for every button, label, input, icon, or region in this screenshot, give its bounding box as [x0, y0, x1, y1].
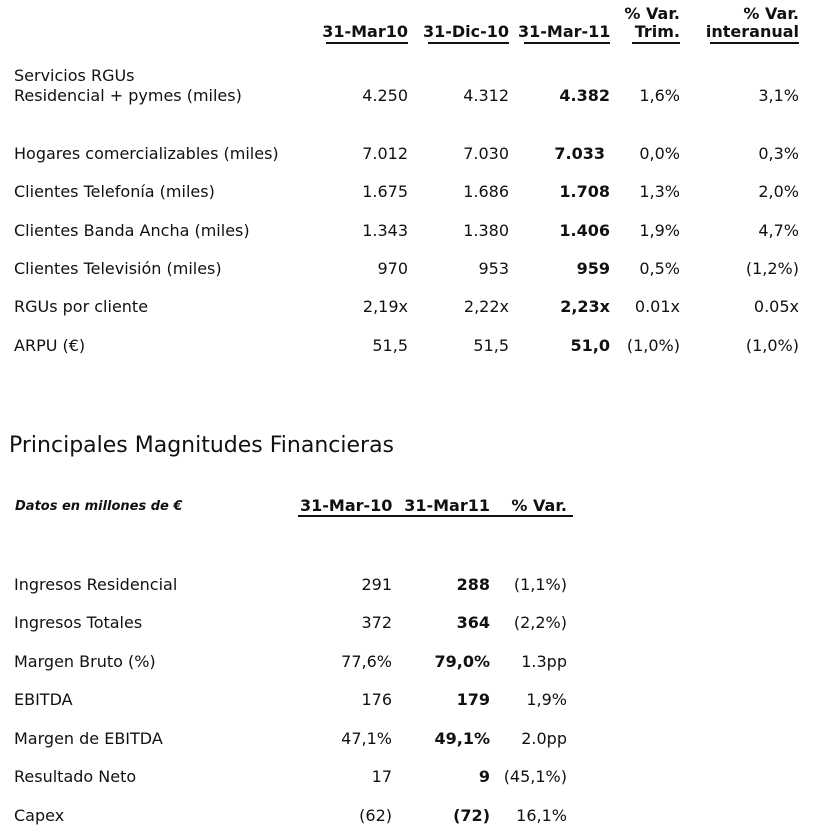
- row-label: Capex: [14, 806, 65, 825]
- cell-31-mar-11: 1.406: [559, 221, 610, 240]
- cell-31-mar10: 51,5: [372, 336, 408, 355]
- cell-31-dic-10: 2,22x: [463, 297, 509, 316]
- cell-31-mar-10: 77,6%: [341, 652, 392, 671]
- cell-31-mar11: 9: [478, 767, 490, 786]
- header-underline: [298, 515, 573, 517]
- col-header-var: % Var.: [511, 496, 567, 515]
- cell-31-mar11: 49,1%: [434, 729, 490, 748]
- row-label: ARPU (€): [14, 336, 86, 355]
- cell-31-mar11: 79,0%: [434, 652, 490, 671]
- cell-31-mar-11: 959: [576, 259, 610, 278]
- cell-31-mar11: 179: [456, 690, 490, 709]
- cell-var-interanual: 3,1%: [758, 86, 799, 105]
- col-header-31-mar11: 31-Mar11: [404, 496, 490, 515]
- row-label: Margen Bruto (%): [14, 652, 156, 671]
- row-label: EBITDA: [14, 690, 73, 709]
- col-header-var-trim-line2: Trim.: [634, 22, 680, 41]
- cell-var-interanual: 2,0%: [758, 182, 799, 201]
- cell-31-dic-10: 7.030: [463, 144, 509, 163]
- cell-var-interanual: 0.05x: [753, 297, 799, 316]
- col-header-31-mar-10: 31-Mar-10: [300, 496, 393, 515]
- cell-31-dic-10: 1.380: [463, 221, 509, 240]
- row-label: Servicios RGUs: [14, 66, 135, 85]
- row-label: RGUs por cliente: [14, 297, 149, 316]
- cell-31-mar11: 364: [456, 613, 490, 632]
- cell-31-mar-10: 17: [371, 767, 392, 786]
- cell-var-trim: 0.01x: [634, 297, 680, 316]
- cell-31-mar11: 288: [456, 575, 490, 594]
- cell-var-trim: 1,9%: [639, 221, 680, 240]
- cell-var-interanual: (1,0%): [745, 336, 799, 355]
- cell-var: (2,2%): [513, 613, 567, 632]
- col-header-31-dic-10: 31-Dic-10: [422, 22, 509, 41]
- cell-var: (45,1%): [503, 767, 567, 786]
- cell-31-mar-10: 291: [361, 575, 392, 594]
- cell-31-dic-10: 51,5: [473, 336, 509, 355]
- section-title: Principales Magnitudes Financieras: [9, 433, 395, 458]
- cell-31-mar11: (72): [453, 806, 490, 825]
- cell-31-mar-11: 7.033: [554, 144, 605, 163]
- cell-var-trim: 1,6%: [639, 86, 680, 105]
- row-label: Ingresos Residencial: [14, 575, 178, 594]
- cell-var: 1.3pp: [521, 652, 567, 671]
- cell-var-interanual: (1,2%): [745, 259, 799, 278]
- cell-31-mar-11: 2,23x: [560, 297, 610, 316]
- cell-var: 2.0pp: [521, 729, 567, 748]
- col-header-underline: [710, 42, 799, 44]
- row-label: Margen de EBITDA: [14, 729, 163, 748]
- cell-31-dic-10: 953: [478, 259, 509, 278]
- cell-31-mar10: 7.012: [362, 144, 408, 163]
- cell-31-dic-10: 1.686: [463, 182, 509, 201]
- row-label: Hogares comercializables (miles): [14, 144, 279, 163]
- col-header-var-trim-line1: % Var.: [624, 4, 680, 23]
- cell-31-dic-10: 4.312: [463, 86, 509, 105]
- cell-31-mar-10: 372: [361, 613, 392, 632]
- col-header-31-mar-11: 31-Mar-11: [518, 22, 611, 41]
- col-header-underline: [632, 42, 680, 44]
- col-header-var-interanual-line1: % Var.: [743, 4, 799, 23]
- row-label: Ingresos Totales: [14, 613, 143, 632]
- row-label: Clientes Telefonía (miles): [14, 182, 215, 201]
- cell-var-interanual: 4,7%: [758, 221, 799, 240]
- col-header-var-interanual-line2: interanual: [705, 22, 799, 41]
- cell-31-mar-11: 4.382: [559, 86, 610, 105]
- cell-var: 1,9%: [526, 690, 567, 709]
- row-label: Residencial + pymes (miles): [14, 86, 242, 105]
- cell-31-mar10: 4.250: [362, 86, 408, 105]
- col-header-underline: [524, 42, 610, 44]
- cell-31-mar10: 1.343: [362, 221, 408, 240]
- cell-31-mar-10: (62): [359, 806, 392, 825]
- cell-31-mar-11: 1.708: [559, 182, 610, 201]
- row-label: Clientes Banda Ancha (miles): [14, 221, 250, 240]
- cell-31-mar-10: 47,1%: [341, 729, 392, 748]
- cell-var: 16,1%: [516, 806, 567, 825]
- col-header-31-mar10: 31-Mar10: [322, 22, 408, 41]
- cell-var-trim: (1,0%): [626, 336, 680, 355]
- col-header-underline: [428, 42, 509, 44]
- cell-var-trim: 0,0%: [639, 144, 680, 163]
- cell-31-mar10: 970: [377, 259, 408, 278]
- cell-31-mar10: 2,19x: [362, 297, 408, 316]
- units-note: Datos en millones de €: [15, 499, 183, 514]
- cell-31-mar10: 1.675: [362, 182, 408, 201]
- cell-var-trim: 0,5%: [639, 259, 680, 278]
- cell-var: (1,1%): [513, 575, 567, 594]
- row-label: Resultado Neto: [14, 767, 137, 786]
- row-label: Clientes Televisión (miles): [14, 259, 222, 278]
- cell-var-interanual: 0,3%: [758, 144, 799, 163]
- cell-31-mar-10: 176: [361, 690, 392, 709]
- col-header-underline: [326, 42, 408, 44]
- cell-31-mar-11: 51,0: [570, 336, 610, 355]
- cell-var-trim: 1,3%: [639, 182, 680, 201]
